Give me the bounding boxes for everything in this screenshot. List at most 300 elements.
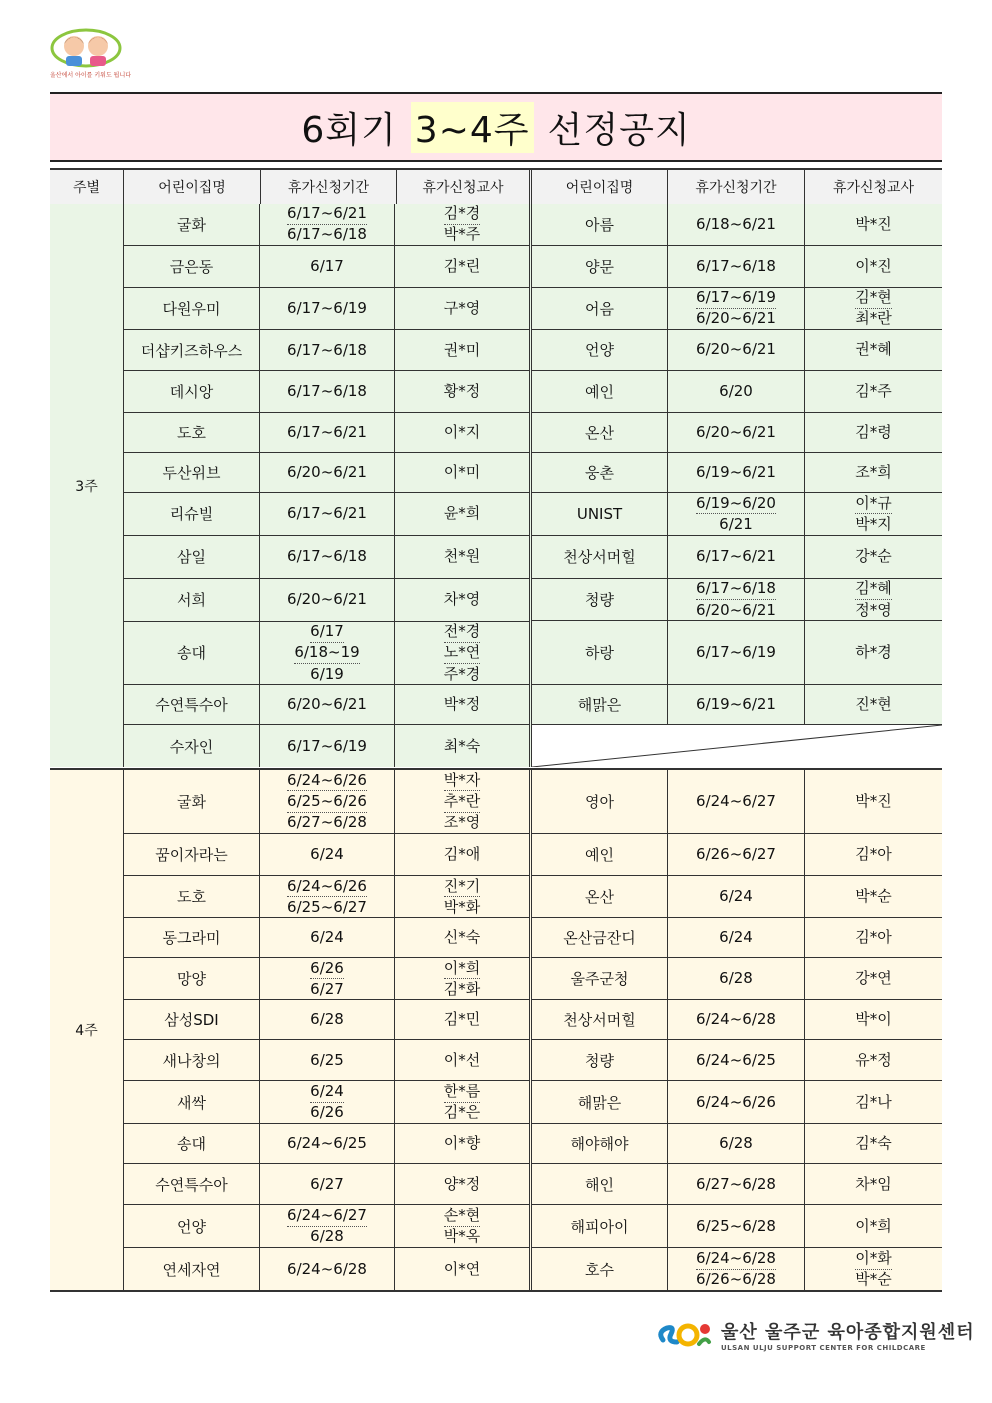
period-value: 6/24 <box>310 1081 344 1103</box>
period-value: 6/20~6/21 <box>287 463 367 482</box>
table-row <box>124 1164 529 1205</box>
teacher-value: 차*임 <box>855 1174 892 1193</box>
table-row <box>124 288 529 330</box>
period-cell <box>668 958 805 999</box>
teacher-cell <box>395 493 529 535</box>
period-cell <box>668 453 805 492</box>
daycare-name: 해인 <box>532 1164 668 1204</box>
period-cell <box>668 918 805 957</box>
teacher-cell <box>805 288 942 329</box>
period-cell <box>668 413 805 452</box>
period-value: 6/24~6/27 <box>696 792 776 810</box>
teacher-value: 강*연 <box>855 969 892 987</box>
teacher-value: 박*지 <box>855 515 892 534</box>
period-value: 6/26~6/28 <box>696 1270 776 1289</box>
period-cell <box>260 288 395 329</box>
period-value: 6/20~6/21 <box>287 590 367 609</box>
daycare-name: 하랑 <box>532 621 668 684</box>
daycare-name: 웅촌 <box>532 453 668 492</box>
table-row <box>124 958 529 1000</box>
period-value: 6/18~6/21 <box>696 214 776 233</box>
daycare-name: 온산 <box>532 876 668 917</box>
daycare-name: 호수 <box>532 1248 668 1290</box>
teacher-cell <box>395 204 529 245</box>
period-cell <box>260 1081 395 1123</box>
period-cell <box>260 1124 395 1163</box>
daycare-name: 언양 <box>532 330 668 371</box>
period-value: 6/19~6/20 <box>696 493 776 514</box>
period-value: 6/17~6/21 <box>287 423 367 442</box>
teacher-value: 권*미 <box>443 340 481 359</box>
teacher-value: 한*름 <box>444 1081 480 1103</box>
teacher-cell <box>805 876 942 917</box>
daycare-name: 어음 <box>532 288 668 329</box>
teacher-value: 박*정 <box>443 695 481 714</box>
daycare-name: 삼성SDI <box>124 1000 260 1039</box>
teacher-cell <box>395 413 529 452</box>
teacher-cell <box>805 1205 942 1247</box>
daycare-name: 수연특수아 <box>124 685 260 724</box>
period-value: 6/24 <box>719 887 753 905</box>
table-row <box>532 246 942 288</box>
teacher-cell <box>395 834 529 875</box>
teacher-cell <box>805 371 942 412</box>
header-week: 주별 <box>50 170 124 204</box>
period-cell <box>260 204 395 245</box>
daycare-name: 온산금잔디 <box>532 918 668 957</box>
teacher-value: 이*화 <box>855 1248 891 1270</box>
daycare-name: 예인 <box>532 834 668 875</box>
teacher-value: 천*원 <box>443 547 481 566</box>
teacher-value: 박*옥 <box>443 1227 481 1246</box>
daycare-name: 천상서머힐 <box>532 1000 668 1039</box>
period-value: 6/20~6/21 <box>287 695 367 714</box>
teacher-cell <box>395 918 529 957</box>
period-cell <box>668 1040 805 1080</box>
period-cell <box>260 246 395 287</box>
teacher-value: 박*이 <box>855 1010 892 1028</box>
period-value: 6/17~6/19 <box>696 643 776 662</box>
teacher-cell <box>805 204 942 245</box>
table-row <box>532 493 942 536</box>
table-row <box>532 1124 942 1164</box>
daycare-name: 수자인 <box>124 725 260 767</box>
diagonal-slash <box>532 725 942 767</box>
teacher-cell <box>805 621 942 684</box>
teacher-cell <box>805 413 942 452</box>
daycare-name: 울주군청 <box>532 958 668 999</box>
period-value: 6/24~6/28 <box>696 1010 776 1028</box>
period-value: 6/25~6/28 <box>696 1216 776 1235</box>
teacher-value: 김*령 <box>855 423 892 442</box>
center-logo-footer <box>655 1318 975 1352</box>
period-cell <box>260 1000 395 1039</box>
daycare-name: 꿈이자라는 <box>124 834 260 875</box>
teacher-value: 박*주 <box>443 225 481 244</box>
table-row <box>124 371 529 413</box>
period-cell <box>668 579 805 621</box>
teacher-value: 노*연 <box>444 643 480 664</box>
table-row <box>124 493 529 536</box>
period-value: 6/19 <box>310 664 344 683</box>
period-cell <box>260 330 395 371</box>
teacher-value: 황*정 <box>443 382 481 401</box>
teacher-value: 최*란 <box>855 309 892 328</box>
teacher-cell <box>395 371 529 412</box>
daycare-name: 더샵키즈하우스 <box>124 330 260 371</box>
teacher-value: 진*기 <box>444 876 480 897</box>
teacher-value: 구*영 <box>443 298 481 317</box>
table-row <box>532 1164 942 1205</box>
table-row <box>532 330 942 372</box>
period-value: 6/17~6/21 <box>287 204 367 225</box>
teacher-cell <box>805 1000 942 1039</box>
daycare-name: UNIST <box>532 493 668 535</box>
teacher-value: 김*아 <box>855 928 892 946</box>
header-daycare: 어린이집명 <box>124 170 261 204</box>
period-value: 6/28 <box>310 1227 344 1246</box>
table-header <box>50 168 942 207</box>
teacher-cell <box>395 685 529 724</box>
teacher-value: 이*희 <box>444 958 480 979</box>
period-cell <box>260 413 395 452</box>
daycare-name: 두산위브 <box>124 453 260 492</box>
period-value: 6/17 <box>310 256 344 275</box>
table-row <box>532 770 942 834</box>
period-cell <box>668 1164 805 1204</box>
table-row <box>532 1205 942 1248</box>
period-cell <box>260 834 395 875</box>
teacher-cell <box>395 725 529 767</box>
period-cell <box>668 621 805 684</box>
table-row <box>532 579 942 622</box>
teacher-value: 윤*희 <box>443 504 481 523</box>
table-row <box>532 1040 942 1081</box>
table-row <box>124 1040 529 1081</box>
teacher-value: 진*현 <box>855 695 892 714</box>
teacher-cell <box>805 453 942 492</box>
period-cell <box>668 288 805 329</box>
table-row <box>124 834 529 876</box>
period-value: 6/17~6/18 <box>696 579 776 600</box>
period-cell <box>668 1000 805 1039</box>
period-value: 6/26 <box>310 1103 344 1122</box>
header-period: 휴가신청기간 <box>261 170 397 204</box>
teacher-value: 이*선 <box>443 1050 481 1069</box>
teacher-cell <box>395 622 529 685</box>
table-row <box>532 371 942 413</box>
teacher-cell <box>395 770 529 833</box>
period-value: 6/20~6/21 <box>696 423 776 442</box>
teacher-value: 김*화 <box>443 979 481 998</box>
period-cell <box>668 1124 805 1163</box>
table-row <box>532 1081 942 1124</box>
teacher-value: 김*아 <box>855 845 892 863</box>
daycare-name: 동그라미 <box>124 918 260 957</box>
daycare-name: 청량 <box>532 579 668 621</box>
title-prefix: 6회기 <box>301 109 397 151</box>
header-teacher-right: 휴가신청교사 <box>832 180 915 196</box>
period-value: 6/17~6/18 <box>287 547 367 566</box>
daycare-name: 도호 <box>124 413 260 452</box>
teacher-value: 김*주 <box>855 382 892 401</box>
period-value: 6/28 <box>310 1010 344 1028</box>
period-value: 6/21 <box>719 515 753 534</box>
teacher-value: 이*규 <box>855 493 891 514</box>
teacher-value: 이*미 <box>443 463 481 482</box>
week-3-block <box>50 204 942 767</box>
teacher-cell <box>395 1205 529 1247</box>
daycare-name: 연세자연 <box>124 1248 260 1290</box>
daycare-name: 굴화 <box>124 204 260 245</box>
teacher-value: 김*경 <box>444 204 480 225</box>
period-cell <box>260 371 395 412</box>
table-row <box>532 958 942 1000</box>
daycare-name: 새나창의 <box>124 1040 260 1080</box>
teacher-value: 김*린 <box>443 256 481 275</box>
table-row <box>124 536 529 579</box>
teacher-value: 박*화 <box>443 897 481 916</box>
table-row <box>532 1248 942 1290</box>
teacher-value: 김*은 <box>443 1103 481 1122</box>
table-row <box>124 918 529 958</box>
period-cell <box>260 1248 395 1290</box>
table-row <box>124 1205 529 1248</box>
period-cell <box>668 371 805 412</box>
teacher-cell <box>805 1248 942 1290</box>
teacher-value: 김*민 <box>443 1010 481 1028</box>
period-cell <box>260 876 395 917</box>
period-value: 6/17~6/18 <box>287 225 367 244</box>
period-value: 6/24~6/28 <box>696 1248 776 1270</box>
teacher-value: 이*향 <box>443 1134 481 1152</box>
teacher-value: 권*혜 <box>855 340 892 359</box>
daycare-name: 삼일 <box>124 536 260 578</box>
teacher-cell <box>395 288 529 329</box>
period-value: 6/24 <box>310 928 344 946</box>
teacher-value: 차*영 <box>443 590 481 609</box>
teacher-cell <box>395 958 529 999</box>
teacher-cell <box>395 246 529 287</box>
period-value: 6/18~19 <box>294 643 359 664</box>
daycare-name: 천상서머힐 <box>532 536 668 578</box>
period-value: 6/24 <box>719 928 753 946</box>
daycare-name: 굴화 <box>124 770 260 833</box>
center-logo-top <box>50 28 135 82</box>
period-value: 6/25~6/26 <box>287 791 367 812</box>
period-value: 6/27 <box>310 979 344 998</box>
teacher-cell <box>805 1040 942 1080</box>
teacher-cell <box>805 330 942 371</box>
period-cell <box>668 876 805 917</box>
period-value: 6/27~6/28 <box>287 813 367 832</box>
teacher-cell <box>395 1164 529 1204</box>
period-value: 6/25~6/27 <box>287 897 367 916</box>
header-daycare-right: 어린이집명 <box>532 170 668 204</box>
daycare-name: 도호 <box>124 876 260 917</box>
teacher-value: 박*순 <box>855 887 892 905</box>
period-value: 6/28 <box>719 969 753 987</box>
daycare-name: 리슈빌 <box>124 493 260 535</box>
period-cell <box>668 1205 805 1247</box>
table-row <box>532 918 942 958</box>
period-value: 6/28 <box>719 1134 753 1152</box>
teacher-cell <box>805 918 942 957</box>
table-row <box>532 413 942 453</box>
period-cell <box>668 685 805 724</box>
teacher-value: 김*숙 <box>855 1134 892 1152</box>
period-value: 6/25 <box>310 1050 344 1069</box>
daycare-name: 해피아이 <box>532 1205 668 1247</box>
teacher-value: 이*연 <box>443 1259 481 1278</box>
footer-name-en: ULSAN ULJU SUPPORT CENTER FOR CHILDCARE <box>721 1344 926 1352</box>
table-row <box>124 413 529 453</box>
period-value: 6/20 <box>719 382 753 401</box>
teacher-value: 박*진 <box>855 214 892 233</box>
table-row <box>532 834 942 876</box>
teacher-cell <box>395 536 529 578</box>
teacher-value: 김*혜 <box>855 579 891 600</box>
teacher-cell <box>395 1040 529 1080</box>
teacher-value: 유*정 <box>855 1050 892 1069</box>
period-cell <box>260 453 395 492</box>
daycare-name: 데시앙 <box>124 371 260 412</box>
table-row <box>124 579 529 622</box>
period-value: 6/19~6/21 <box>696 695 776 714</box>
period-value: 6/17~6/18 <box>696 256 776 275</box>
period-value: 6/24~6/26 <box>287 770 367 791</box>
teacher-cell <box>805 536 942 578</box>
period-value: 6/24~6/27 <box>287 1205 367 1227</box>
table-row <box>532 288 942 330</box>
table-row <box>124 876 529 918</box>
daycare-name: 망양 <box>124 958 260 999</box>
period-cell <box>260 918 395 957</box>
table-row <box>124 685 529 725</box>
table-row <box>532 685 942 725</box>
period-cell <box>260 579 395 621</box>
week-4-block <box>50 768 942 1292</box>
teacher-cell <box>805 493 942 535</box>
table-row <box>124 725 529 767</box>
period-value: 6/17~6/18 <box>287 340 367 359</box>
teacher-cell <box>395 1248 529 1290</box>
table-row <box>532 621 942 685</box>
period-cell <box>260 770 395 833</box>
teacher-value: 정*영 <box>855 600 892 619</box>
center-emblem-icon <box>655 1318 713 1352</box>
week-label: 4주 <box>50 770 124 1290</box>
teacher-value: 강*순 <box>855 547 892 566</box>
daycare-name: 영아 <box>532 770 668 833</box>
teacher-cell <box>395 1081 529 1123</box>
title-highlight: 3~4주 <box>411 102 534 153</box>
teacher-value: 박*자 <box>444 770 480 791</box>
period-value: 6/26 <box>310 958 344 979</box>
footer-name-ko: 울산 울주군 육아종합지원센터 <box>721 1322 975 1343</box>
period-cell <box>668 246 805 287</box>
teacher-cell <box>805 246 942 287</box>
week-4-right <box>532 770 942 1290</box>
table-row <box>124 204 529 246</box>
teacher-value: 전*경 <box>444 622 480 643</box>
teacher-cell <box>395 453 529 492</box>
period-value: 6/24~6/25 <box>287 1134 367 1152</box>
table-row <box>532 1000 942 1040</box>
period-cell <box>668 493 805 535</box>
week-3-left <box>124 204 532 767</box>
teacher-cell <box>805 958 942 999</box>
table-row <box>124 1124 529 1164</box>
teacher-value: 조*영 <box>443 813 481 832</box>
teacher-value: 주*경 <box>443 664 481 683</box>
page-title <box>50 92 942 162</box>
period-cell <box>668 834 805 875</box>
period-value: 6/20~6/21 <box>696 340 776 359</box>
week-4-left <box>124 770 532 1290</box>
teacher-value: 최*숙 <box>443 736 481 755</box>
period-value: 6/17~6/18 <box>287 382 367 401</box>
table-row <box>532 453 942 493</box>
daycare-name: 언양 <box>124 1205 260 1247</box>
period-cell <box>260 1205 395 1247</box>
period-value: 6/24 <box>310 845 344 863</box>
daycare-name: 아름 <box>532 204 668 245</box>
period-cell <box>668 204 805 245</box>
table-row <box>124 453 529 493</box>
period-cell <box>260 1164 395 1204</box>
empty-row <box>532 725 942 767</box>
table-row <box>124 622 529 686</box>
period-cell <box>668 536 805 578</box>
teacher-cell <box>395 1124 529 1163</box>
period-cell <box>668 770 805 833</box>
teacher-cell <box>805 834 942 875</box>
teacher-value: 박*순 <box>855 1270 892 1289</box>
teacher-value: 양*정 <box>443 1174 481 1193</box>
table-row <box>532 536 942 579</box>
teacher-cell <box>805 770 942 833</box>
period-value: 6/20~6/21 <box>696 600 776 619</box>
daycare-name: 송대 <box>124 1124 260 1163</box>
period-cell <box>668 1248 805 1290</box>
daycare-name: 송대 <box>124 622 260 685</box>
table-row <box>124 1248 529 1290</box>
teacher-value: 신*숙 <box>443 928 481 946</box>
daycare-name: 다원우미 <box>124 288 260 329</box>
teacher-cell <box>395 579 529 621</box>
period-value: 6/20~6/21 <box>696 309 776 328</box>
period-value: 6/19~6/21 <box>696 462 776 481</box>
period-cell <box>260 536 395 578</box>
header-period-right: 휴가신청기간 <box>668 170 805 204</box>
daycare-name: 해맑은 <box>532 685 668 724</box>
period-value: 6/27~6/28 <box>696 1174 776 1193</box>
period-cell <box>260 685 395 724</box>
teacher-value: 조*희 <box>855 462 892 481</box>
daycare-name: 청량 <box>532 1040 668 1080</box>
daycare-name: 예인 <box>532 371 668 412</box>
table-row <box>124 1081 529 1124</box>
period-value: 6/17~6/19 <box>287 736 367 755</box>
teacher-cell <box>805 579 942 621</box>
period-cell <box>260 493 395 535</box>
period-cell <box>260 958 395 999</box>
daycare-name: 서희 <box>124 579 260 621</box>
daycare-name: 금은동 <box>124 246 260 287</box>
daycare-name: 수연특수아 <box>124 1164 260 1204</box>
teacher-value: 이*진 <box>855 256 892 275</box>
